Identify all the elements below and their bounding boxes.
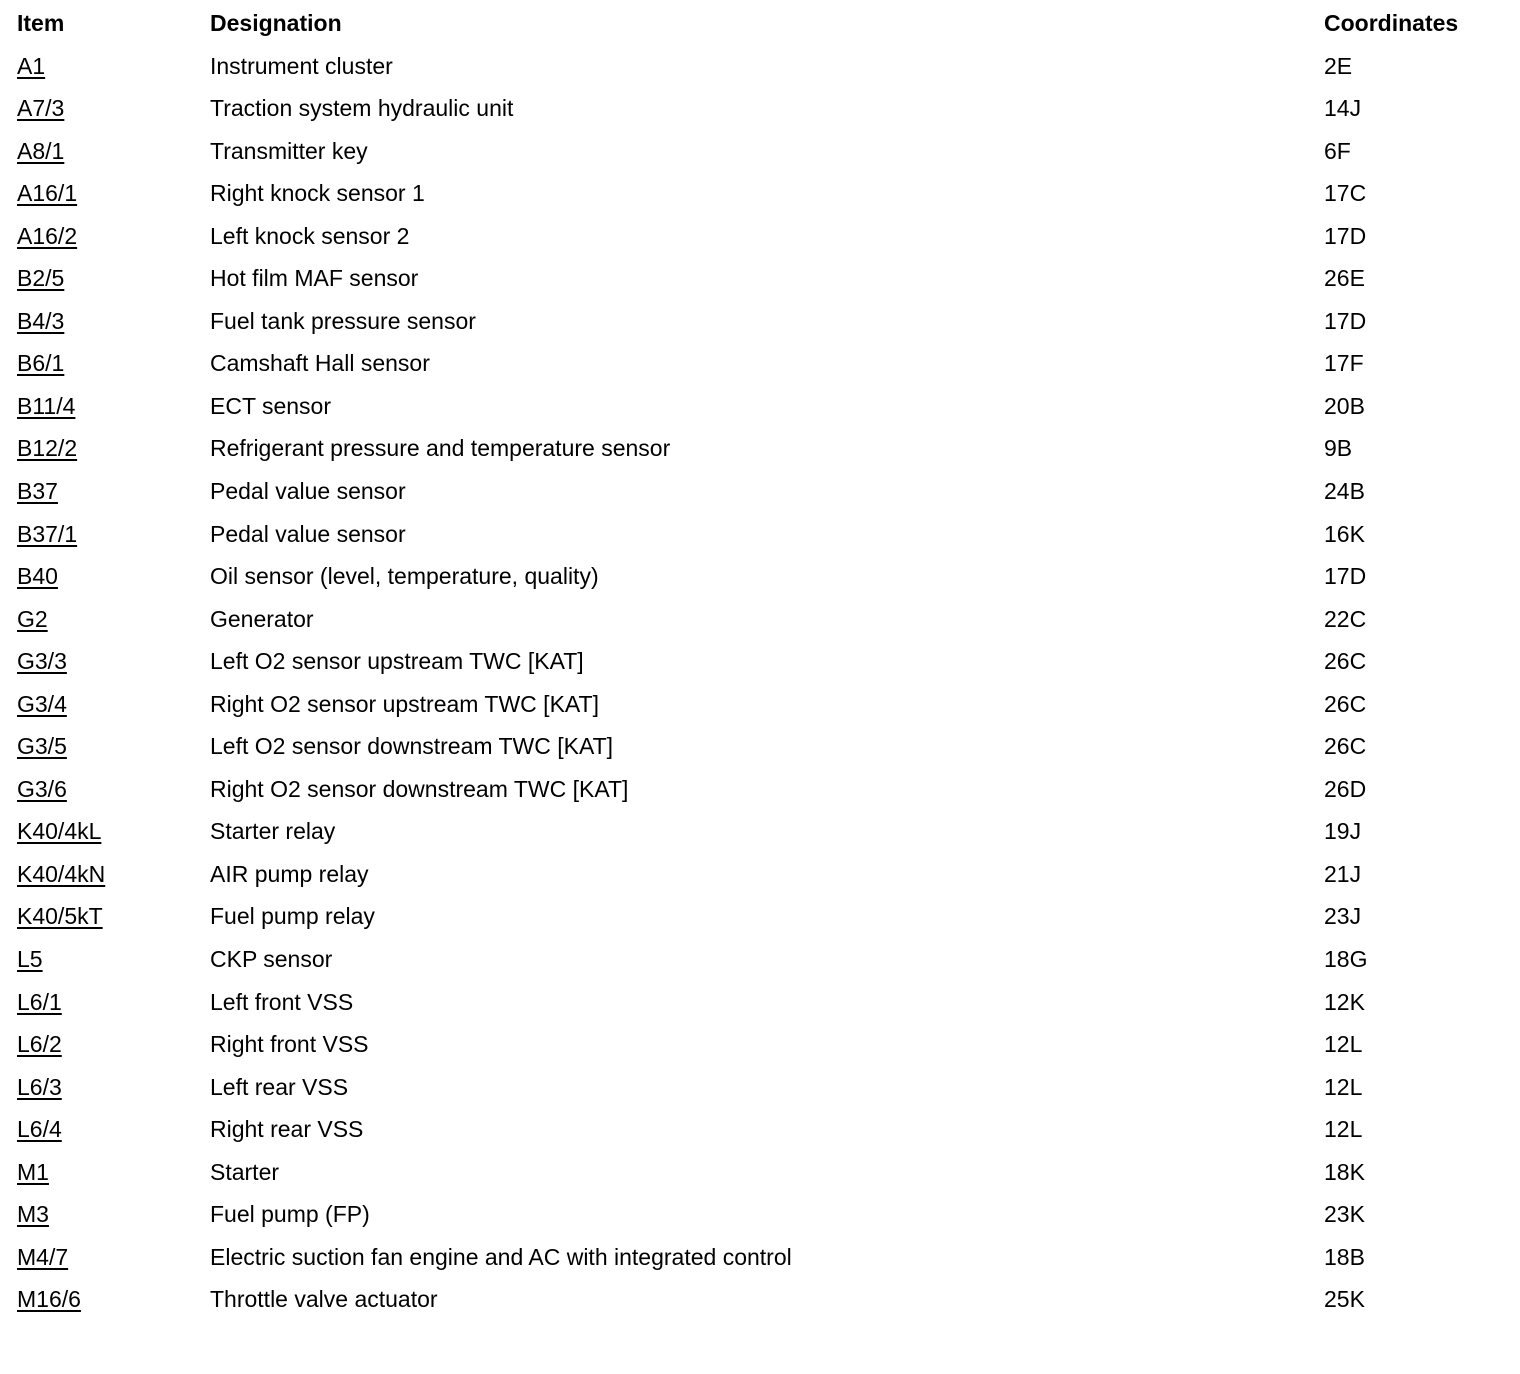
item-column-header: Item: [17, 10, 65, 36]
coordinates-text: 12K: [1324, 988, 1365, 1015]
coordinates-text: 20B: [1324, 392, 1365, 419]
item-link[interactable]: B11/4: [17, 392, 76, 419]
designation-text: Right O2 sensor downstream TWC [KAT]: [210, 775, 629, 802]
table-row: [17, 810, 1507, 853]
designation-text: Transmitter key: [210, 137, 368, 164]
item-link[interactable]: B6/1: [17, 350, 65, 377]
table-row: [17, 215, 1507, 258]
item-link[interactable]: A8/1: [17, 137, 65, 164]
designation-text: Left knock sensor 2: [210, 222, 410, 249]
coordinates-text: 22C: [1324, 605, 1367, 632]
table-row: [17, 342, 1507, 385]
coordinates-text: 17C: [1324, 180, 1367, 207]
item-link[interactable]: B4/3: [17, 307, 65, 334]
designation-text: Left front VSS: [210, 988, 354, 1015]
coordinates-text: 23J: [1324, 903, 1362, 930]
item-link[interactable]: K40/5kT: [17, 903, 103, 930]
item-link[interactable]: B37: [17, 478, 58, 505]
coordinates-text: 14J: [1324, 95, 1362, 122]
item-link[interactable]: G3/6: [17, 775, 67, 802]
table-body: [17, 45, 1507, 1321]
coordinates-text: 21J: [1324, 860, 1362, 887]
coordinates-text: 23K: [1324, 1201, 1365, 1228]
coordinates-text: 18K: [1324, 1158, 1365, 1185]
table-row: [17, 555, 1507, 598]
designation-text: Left O2 sensor upstream TWC [KAT]: [210, 648, 584, 675]
item-link[interactable]: M4/7: [17, 1243, 69, 1270]
item-link[interactable]: B12/2: [17, 435, 78, 462]
item-link[interactable]: K40/4kL: [17, 818, 102, 845]
table-row: [17, 981, 1507, 1024]
component-legend-table: [17, 2, 1507, 1321]
coordinates-text: 17D: [1324, 222, 1367, 249]
designation-text: CKP sensor: [210, 946, 333, 973]
table-row: [17, 938, 1507, 981]
designation-text: Pedal value sensor: [210, 520, 406, 547]
coordinates-text: 25K: [1324, 1286, 1365, 1313]
table-row: [17, 1066, 1507, 1109]
coordinates-text: 26C: [1324, 733, 1367, 760]
item-link[interactable]: M1: [17, 1158, 49, 1185]
designation-text: Fuel pump relay: [210, 903, 375, 930]
item-link[interactable]: L6/4: [17, 1116, 62, 1143]
item-link[interactable]: M3: [17, 1201, 49, 1228]
table-row: [17, 300, 1507, 343]
designation-text: Right knock sensor 1: [210, 180, 425, 207]
table-row: [17, 385, 1507, 428]
designation-text: Fuel tank pressure sensor: [210, 307, 476, 334]
table-row: [17, 1023, 1507, 1066]
designation-text: AIR pump relay: [210, 860, 369, 887]
table-row: [17, 470, 1507, 513]
coordinates-text: 12L: [1324, 1116, 1363, 1143]
designation-text: Right rear VSS: [210, 1116, 364, 1143]
designation-text: Left O2 sensor downstream TWC [KAT]: [210, 733, 614, 760]
designation-text: Pedal value sensor: [210, 478, 406, 505]
coordinates-text: 26C: [1324, 648, 1367, 675]
item-link[interactable]: G2: [17, 605, 48, 632]
table-row: [17, 683, 1507, 726]
table-row: [17, 87, 1507, 130]
designation-text: Instrument cluster: [210, 52, 393, 79]
coordinates-text: 2E: [1324, 52, 1353, 79]
designation-text: Starter: [210, 1158, 280, 1185]
designation-text: Oil sensor (level, temperature, quality): [210, 563, 599, 590]
item-link[interactable]: K40/4kN: [17, 860, 106, 887]
item-link[interactable]: L6/1: [17, 988, 62, 1015]
item-link[interactable]: G3/4: [17, 690, 67, 717]
table-row: [17, 427, 1507, 470]
table-row: [17, 172, 1507, 215]
item-link[interactable]: B40: [17, 563, 58, 590]
designation-text: Hot film MAF sensor: [210, 265, 419, 292]
coordinates-text: 26C: [1324, 690, 1367, 717]
designation-text: Right front VSS: [210, 1031, 369, 1058]
item-link[interactable]: G3/3: [17, 648, 67, 675]
table-row: [17, 513, 1507, 556]
designation-text: Electric suction fan engine and AC with integrated control: [210, 1243, 792, 1270]
designation-text: Traction system hydraulic unit: [210, 95, 514, 122]
item-link[interactable]: A7/3: [17, 95, 65, 122]
coordinates-text: 12L: [1324, 1031, 1363, 1058]
designation-text: Starter relay: [210, 818, 336, 845]
table-row: [17, 257, 1507, 300]
item-link[interactable]: L6/3: [17, 1073, 62, 1100]
coordinates-text: 18G: [1324, 946, 1368, 973]
item-link[interactable]: B37/1: [17, 520, 78, 547]
designation-column-header: Designation: [210, 10, 342, 36]
coordinates-text: 26E: [1324, 265, 1365, 292]
table-row: [17, 130, 1507, 173]
item-link[interactable]: B2/5: [17, 265, 65, 292]
coordinates-text: 16K: [1324, 520, 1365, 547]
item-link[interactable]: M16/6: [17, 1286, 81, 1313]
designation-text: Fuel pump (FP): [210, 1201, 370, 1228]
coordinates-text: 18B: [1324, 1243, 1365, 1270]
table-row: [17, 1151, 1507, 1194]
table-row: [17, 1108, 1507, 1151]
table-row: [17, 45, 1507, 88]
item-link[interactable]: L5: [17, 946, 43, 973]
item-link[interactable]: G3/5: [17, 733, 67, 760]
coordinates-text: 24B: [1324, 478, 1365, 505]
designation-text: Refrigerant pressure and temperature sensor: [210, 435, 671, 462]
designation-text: Throttle valve actuator: [210, 1286, 438, 1313]
coordinates-text: 17F: [1324, 350, 1364, 377]
table-row: [17, 1278, 1507, 1321]
table-row: [17, 640, 1507, 683]
coordinates-text: 19J: [1324, 818, 1362, 845]
coordinates-text: 9B: [1324, 435, 1353, 462]
item-link[interactable]: A16/1: [17, 180, 78, 207]
item-link[interactable]: A16/2: [17, 222, 78, 249]
table-row: [17, 725, 1507, 768]
coordinates-text: 17D: [1324, 563, 1367, 590]
designation-text: Generator: [210, 605, 314, 632]
coordinates-column-header: Coordinates: [1324, 10, 1459, 36]
table-row: [17, 598, 1507, 641]
table-row: [17, 768, 1507, 811]
coordinates-text: 26D: [1324, 775, 1367, 802]
table-row: [17, 895, 1507, 938]
item-link[interactable]: A1: [17, 52, 46, 79]
coordinates-text: 17D: [1324, 307, 1367, 334]
designation-text: Camshaft Hall sensor: [210, 350, 430, 377]
designation-text: Right O2 sensor upstream TWC [KAT]: [210, 690, 599, 717]
coordinates-text: 6F: [1324, 137, 1351, 164]
coordinates-text: 12L: [1324, 1073, 1363, 1100]
designation-text: Left rear VSS: [210, 1073, 349, 1100]
table-row: [17, 1236, 1507, 1279]
designation-text: ECT sensor: [210, 392, 332, 419]
table-row: [17, 1193, 1507, 1236]
table-header: [17, 2, 1507, 45]
table-row: [17, 853, 1507, 896]
item-link[interactable]: L6/2: [17, 1031, 62, 1058]
